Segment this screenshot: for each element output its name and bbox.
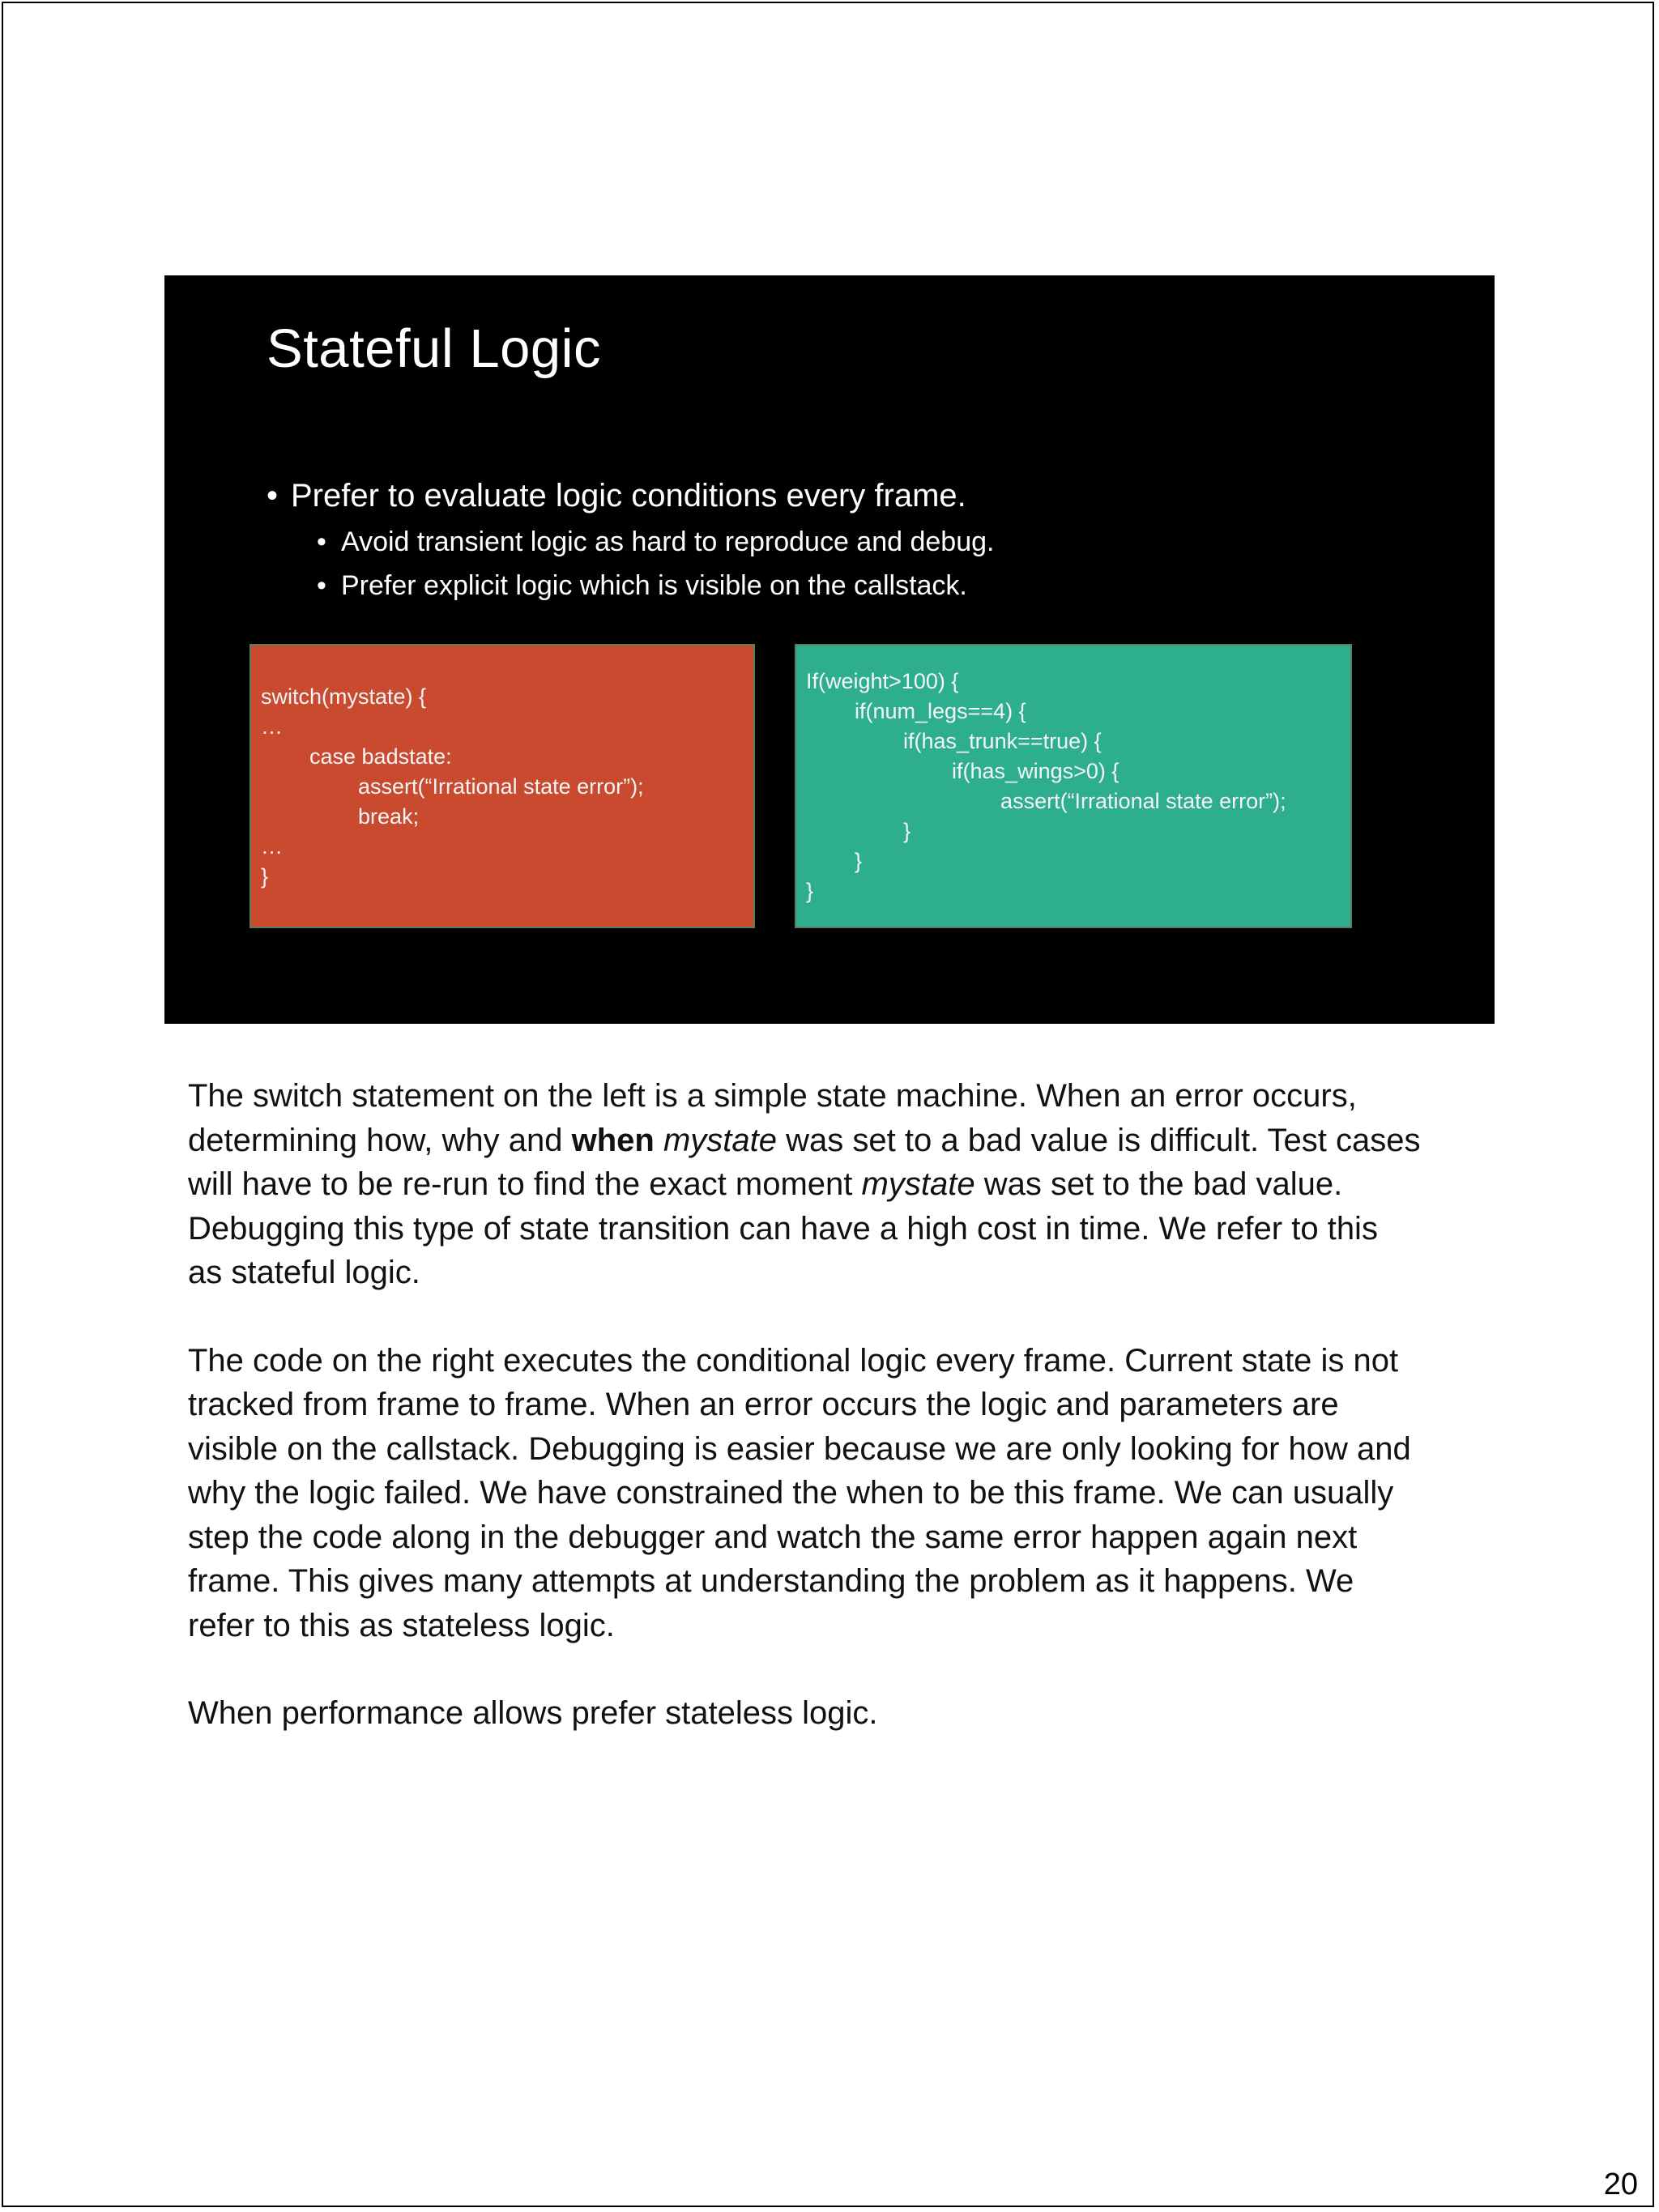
notes-paragraph bbox=[188, 1339, 1484, 1648]
notes-line: step the code along in the debugger and watch the same error happen again next bbox=[188, 1519, 1358, 1555]
slide-image bbox=[164, 275, 1495, 1024]
bullet-level2 bbox=[317, 570, 967, 602]
code-line: assert(“Irrational state error”); bbox=[261, 774, 644, 799]
code-box-stateful bbox=[249, 644, 755, 928]
notes-line bbox=[188, 1162, 1484, 1207]
notes-line: visible on the callstack. Debugging is easier because we are only looking for how and bbox=[188, 1430, 1411, 1467]
notes-italic-text: mystate bbox=[861, 1166, 975, 1202]
notes-line: When performance allows prefer stateless logic. bbox=[188, 1695, 878, 1731]
code-line: … bbox=[261, 834, 283, 859]
bullet-dot: • bbox=[317, 570, 326, 601]
code-line: case badstate: bbox=[261, 744, 452, 769]
notes-text: was set to a bad value is difficult. Test cases bbox=[777, 1122, 1421, 1158]
code-line: if(has_trunk==true) { bbox=[806, 729, 1102, 753]
notes-paragraph bbox=[188, 1691, 1484, 1736]
notes-text: was set to the bad value. bbox=[975, 1166, 1343, 1202]
code-line: … bbox=[261, 714, 283, 739]
notes-line: frame. This gives many attempts at understanding the problem as it happens. We bbox=[188, 1563, 1354, 1599]
notes-line: Debugging this type of state transition can have a high cost in time. We refer to this bbox=[188, 1210, 1378, 1247]
code-line: switch(mystate) { bbox=[261, 684, 427, 709]
code-line: } bbox=[806, 819, 911, 843]
speaker-notes bbox=[188, 1074, 1484, 1779]
code-line: if(has_wings>0) { bbox=[806, 759, 1120, 783]
code-line: } bbox=[806, 849, 863, 873]
notes-bold-text: when bbox=[571, 1122, 655, 1158]
notes-line: refer to this as stateless logic. bbox=[188, 1607, 615, 1643]
code-line: assert(“Irrational state error”); bbox=[806, 789, 1286, 813]
notes-text bbox=[655, 1123, 663, 1158]
code-line: break; bbox=[261, 804, 420, 829]
slide-title: Stateful Logic bbox=[267, 318, 601, 379]
notes-line: The switch statement on the left is a simple state machine. When an error occurs, bbox=[188, 1078, 1357, 1114]
code-line: if(num_legs==4) { bbox=[806, 699, 1026, 723]
bullet-text: Prefer explicit logic which is visible on the callstack. bbox=[341, 570, 967, 601]
notes-line: as stateful logic. bbox=[188, 1255, 420, 1290]
bullet-dot: • bbox=[267, 478, 279, 514]
code-line: } bbox=[806, 879, 814, 903]
notes-italic-text: mystate bbox=[663, 1122, 778, 1158]
bullet-level1 bbox=[267, 478, 966, 514]
code-box-stateless bbox=[795, 644, 1352, 928]
notes-line bbox=[188, 1119, 1484, 1163]
notes-line: The code on the right executes the conditional logic every frame. Current state is not bbox=[188, 1342, 1399, 1379]
bullet-dot: • bbox=[317, 526, 326, 557]
notes-paragraph bbox=[188, 1074, 1484, 1295]
bullet-text: Avoid transient logic as hard to reproduce and debug. bbox=[341, 526, 995, 557]
notes-text: will have to be re-run to find the exact moment bbox=[188, 1166, 862, 1202]
bullet-level2 bbox=[317, 526, 994, 558]
notes-line: tracked from frame to frame. When an error occurs the logic and parameters are bbox=[188, 1387, 1339, 1422]
code-line: } bbox=[261, 864, 269, 889]
page-number: 20 bbox=[1603, 2167, 1638, 2201]
code-line: If(weight>100) { bbox=[806, 669, 959, 693]
notes-line: why the logic failed. We have constrained the when to be this frame. We can usually bbox=[188, 1475, 1394, 1511]
bullet-text: Prefer to evaluate logic conditions every frame. bbox=[291, 478, 966, 514]
notes-text: determining how, why and bbox=[188, 1122, 572, 1158]
